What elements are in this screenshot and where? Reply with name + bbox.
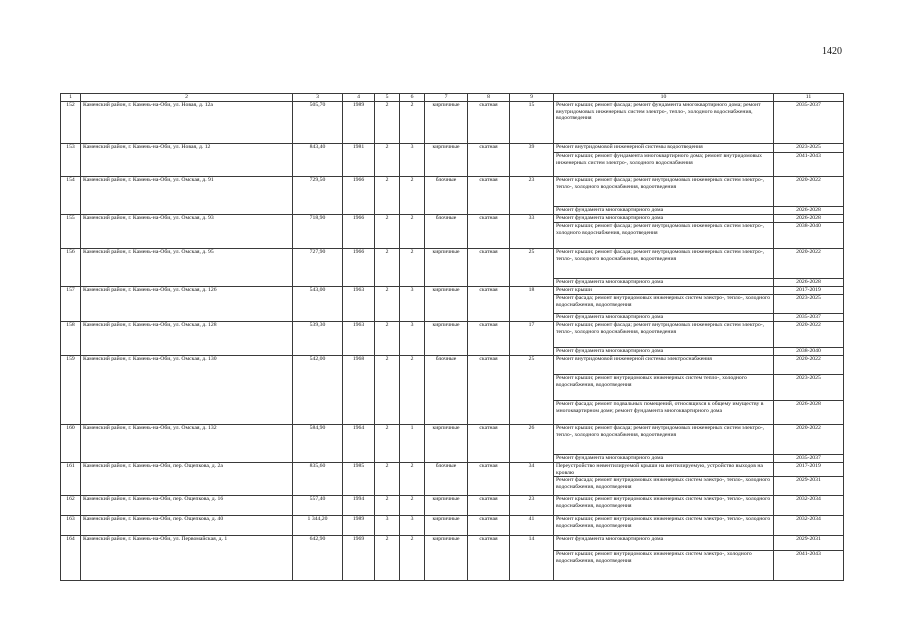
row-number: 164 [61, 536, 81, 581]
period-cell: 2035-2037 [774, 102, 844, 144]
works-cell: Ремонт фундамента многоквартирного дома [554, 215, 774, 223]
works-cell: Переустройство невентилируемой крыши на вентилируемую, устройство выходов на кровлю [554, 463, 774, 477]
works-cell: Ремонт фасада; ремонт подвальных помещений, относящихся к общему имуществу в многоквартирном доме; ремонт фундамента многоквартирного дома [554, 401, 774, 425]
area-cell: 557,40 [293, 496, 343, 516]
roof-type-cell: скатная [468, 496, 510, 516]
table-row [61, 322, 844, 348]
col6-cell: 2 [400, 463, 425, 496]
works-cell: Ремонт фундамента многоквартирного дома [554, 348, 774, 356]
period-cell: 2020-2022 [774, 249, 844, 279]
col5-cell: 2 [375, 322, 400, 356]
row-number: 158 [61, 322, 81, 356]
area-cell: 584,90 [293, 425, 343, 463]
column-header: 4 [343, 94, 375, 102]
area-cell: 835,60 [293, 463, 343, 496]
year-cell: 1981 [343, 144, 375, 177]
column-header: 7 [425, 94, 468, 102]
area-cell: 542,00 [293, 356, 343, 425]
address-cell: Каменский район, г. Камень-на-Оби, ул. Омская, д. 95 [81, 249, 293, 287]
address-cell: Каменский район, г. Камень-на-Оби, пер. Ощепкова, д. 16 [81, 496, 293, 516]
period-cell: 2041-2043 [774, 551, 844, 581]
table-row [61, 425, 844, 455]
area-cell: 718,90 [293, 215, 343, 249]
wall-material-cell: кирпичные [425, 102, 468, 144]
table-row [61, 215, 844, 223]
address-cell: Каменский район, г. Камень-на-Оби, ул. Омская, д. 126 [81, 287, 293, 322]
works-cell: Ремонт крыши; ремонт фасада; ремонт фундамента многоквартирного дома; ремонт внутридомовых инженерных систем электро-, тепло-, холодного водоснабжения, водоотведения [554, 102, 774, 144]
works-cell: Ремонт крыши; ремонт внутридомовых инженерных систем электро-, тепло-, холодного водоснабжения, водоотведения [554, 496, 774, 516]
wall-material-cell: кирпичные [425, 287, 468, 322]
wall-material-cell: кирпичные [425, 536, 468, 581]
row-number: 159 [61, 356, 81, 425]
period-cell: 2035-2037 [774, 314, 844, 322]
period-cell: 2029-2031 [774, 477, 844, 496]
works-cell: Ремонт фундамента многоквартирного дома [554, 314, 774, 322]
period-cell: 2020-2022 [774, 322, 844, 348]
period-cell: 2026-2028 [774, 207, 844, 215]
col5-cell: 2 [375, 536, 400, 581]
area-cell: 729,50 [293, 177, 343, 215]
area-cell: 1 344,20 [293, 516, 343, 536]
table-row [61, 516, 844, 536]
table-row [61, 249, 844, 279]
works-cell: Ремонт фундамента многоквартирного дома [554, 279, 774, 287]
col9-cell: 23 [510, 496, 554, 516]
roof-type-cell: скатная [468, 536, 510, 581]
period-cell: 2023-2025 [774, 144, 844, 153]
row-number: 160 [61, 425, 81, 463]
column-header: 8 [468, 94, 510, 102]
col9-cell: 33 [510, 215, 554, 249]
year-cell: 1968 [343, 356, 375, 425]
wall-material-cell: блочные [425, 177, 468, 215]
col6-cell: 2 [400, 177, 425, 215]
row-number: 155 [61, 215, 81, 249]
wall-material-cell: кирпичные [425, 322, 468, 356]
col5-cell: 2 [375, 144, 400, 177]
row-number: 161 [61, 463, 81, 496]
works-cell: Ремонт фундамента многоквартирного дома [554, 207, 774, 215]
period-cell: 2023-2025 [774, 295, 844, 314]
col6-cell: 2 [400, 249, 425, 287]
period-cell: 2041-2043 [774, 153, 844, 177]
row-number: 152 [61, 102, 81, 144]
col9-cell: 23 [510, 177, 554, 215]
works-cell: Ремонт крыши [554, 287, 774, 295]
col5-cell: 2 [375, 287, 400, 322]
year-cell: 1964 [343, 425, 375, 463]
col9-cell: 34 [510, 463, 554, 496]
period-cell: 2026-2028 [774, 215, 844, 223]
column-number-header-row [61, 94, 844, 102]
col9-cell: 14 [510, 536, 554, 581]
wall-material-cell: кирпичные [425, 496, 468, 516]
col9-cell: 39 [510, 144, 554, 177]
roof-type-cell: скатная [468, 249, 510, 287]
roof-type-cell: скатная [468, 356, 510, 425]
area-cell: 727,90 [293, 249, 343, 287]
row-number: 157 [61, 287, 81, 322]
address-cell: Каменский район, г. Камень-на-Оби, ул. Новая, д. 12а [81, 102, 293, 144]
address-cell: Каменский район, г. Камень-на-Оби, ул. Новая, д. 12 [81, 144, 293, 177]
col6-cell: 3 [400, 516, 425, 536]
roof-type-cell: скатная [468, 287, 510, 322]
roof-type-cell: скатная [468, 425, 510, 463]
address-cell: Каменский район, г. Камень-на-Оби, ул. Омская, д. 91 [81, 177, 293, 215]
row-number: 163 [61, 516, 81, 536]
col6-cell: 2 [400, 496, 425, 516]
col6-cell: 3 [400, 144, 425, 177]
roof-type-cell: скатная [468, 215, 510, 249]
table-row [61, 287, 844, 295]
wall-material-cell: кирпичные [425, 425, 468, 463]
area-cell: 539,30 [293, 322, 343, 356]
year-cell: 1963 [343, 322, 375, 356]
works-cell: Ремонт фасада; ремонт внутридомовых инженерных систем электро-, тепло-, холодного водоснабжения, водоотведения [554, 477, 774, 496]
period-cell: 2020-2022 [774, 356, 844, 375]
col5-cell: 2 [375, 425, 400, 463]
table-row [61, 356, 844, 375]
col9-cell: 25 [510, 249, 554, 287]
col9-cell: 15 [510, 102, 554, 144]
period-cell: 2038-2040 [774, 223, 844, 249]
col6-cell: 1 [400, 425, 425, 463]
address-cell: Каменский район, г. Камень-на-Оби, ул. Омская, д. 93 [81, 215, 293, 249]
period-cell: 2029-2031 [774, 536, 844, 551]
table-body [61, 94, 844, 581]
year-cell: 1966 [343, 177, 375, 215]
works-cell: Ремонт крыши; ремонт внутридомовых инженерных систем тепло-, холодного водоснабжения, водоотведения [554, 375, 774, 401]
column-header: 3 [293, 94, 343, 102]
column-header: 11 [774, 94, 844, 102]
period-cell: 2020-2022 [774, 425, 844, 455]
year-cell: 1994 [343, 496, 375, 516]
period-cell: 2017-2019 [774, 463, 844, 477]
col6-cell: 2 [400, 215, 425, 249]
col5-cell: 2 [375, 215, 400, 249]
area-cell: 505,70 [293, 102, 343, 144]
col6-cell: 3 [400, 287, 425, 322]
year-cell: 1966 [343, 215, 375, 249]
address-cell: Каменский район, г. Камень-на-Оби, ул. Омская, д. 130 [81, 356, 293, 425]
table-row [61, 463, 844, 477]
roof-type-cell: скатная [468, 102, 510, 144]
year-cell: 1963 [343, 287, 375, 322]
works-cell: Ремонт крыши; ремонт фасада; ремонт внутридомовых инженерных систем электро-, холодного водоснабжения, водоотведения [554, 223, 774, 249]
works-cell: Ремонт внутридомовой инженерной системы водоотведения [554, 144, 774, 153]
period-cell: 2026-2028 [774, 401, 844, 425]
col6-cell: 2 [400, 356, 425, 425]
column-header: 6 [400, 94, 425, 102]
roof-type-cell: скатная [468, 322, 510, 356]
table-row [61, 102, 844, 144]
period-cell: 2017-2019 [774, 287, 844, 295]
roof-type-cell: скатная [468, 463, 510, 496]
works-cell: Ремонт фундамента многоквартирного дома [554, 455, 774, 463]
year-cell: 1966 [343, 249, 375, 287]
table-row [61, 496, 844, 516]
period-cell: 2023-2025 [774, 375, 844, 401]
column-header: 1 [61, 94, 81, 102]
address-cell: Каменский район, г. Камень-на-Оби, ул. Омская, д. 132 [81, 425, 293, 463]
year-cell: 1969 [343, 536, 375, 581]
table-row [61, 177, 844, 207]
works-cell: Ремонт внутридомовой инженерной системы электроснабжения [554, 356, 774, 375]
works-cell: Ремонт крыши; ремонт внутридомовых инженерных систем электро-, тепло-, холодного водоснабжения, водоотведения [554, 516, 774, 536]
works-cell: Ремонт крыши; ремонт фундамента многоквартирного дома; ремонт внутридомовых инженерных систем электро-, холодного водоснабжения [554, 153, 774, 177]
table-row [61, 536, 844, 551]
overhaul-register-table [60, 93, 844, 581]
col5-cell: 2 [375, 249, 400, 287]
year-cell: 1989 [343, 516, 375, 536]
roof-type-cell: скатная [468, 177, 510, 215]
period-cell: 2032-2034 [774, 516, 844, 536]
roof-type-cell: скатная [468, 144, 510, 177]
row-number: 156 [61, 249, 81, 287]
wall-material-cell: блочные [425, 215, 468, 249]
year-cell: 1985 [343, 463, 375, 496]
col9-cell: 17 [510, 322, 554, 356]
col9-cell: 41 [510, 516, 554, 536]
address-cell: Каменский район, г. Камень-на-Оби, ул. Первомайская, д. 1 [81, 536, 293, 581]
row-number: 162 [61, 496, 81, 516]
col9-cell: 25 [510, 356, 554, 425]
works-cell: Ремонт крыши; ремонт фасада; ремонт внутридомовых инженерных систем электро-, тепло-, холодного водоснабжения, водоотведения [554, 322, 774, 348]
col9-cell: 18 [510, 287, 554, 322]
table-row [61, 144, 844, 153]
col9-cell: 26 [510, 425, 554, 463]
wall-material-cell: блочные [425, 463, 468, 496]
period-cell: 2020-2022 [774, 177, 844, 207]
column-header: 9 [510, 94, 554, 102]
works-cell: Ремонт крыши; ремонт фасада; ремонт внутридомовых инженерных систем электро-, тепло-, холодного водоснабжения, водоотведения [554, 425, 774, 455]
page-number: 1420 [822, 46, 842, 57]
works-cell: Ремонт крыши; ремонт фасада; ремонт внутридомовых инженерных систем электро-, тепло-, холодного водоснабжения, водоотведения [554, 249, 774, 279]
works-cell: Ремонт фасада; ремонт внутридомовых инженерных систем электро-, тепло-, холодного водоснабжения, водоотведения [554, 295, 774, 314]
col5-cell: 2 [375, 496, 400, 516]
wall-material-cell: кирпичные [425, 516, 468, 536]
period-cell: 2038-2040 [774, 348, 844, 356]
col5-cell: 2 [375, 102, 400, 144]
address-cell: Каменский район, г. Камень-на-Оби, пер. Ощепкова, д. 40 [81, 516, 293, 536]
row-number: 154 [61, 177, 81, 215]
col6-cell: 3 [400, 322, 425, 356]
area-cell: 642,90 [293, 536, 343, 581]
row-number: 153 [61, 144, 81, 177]
address-cell: Каменский район, г. Камень-на-Оби, ул. Омская, д. 128 [81, 322, 293, 356]
col6-cell: 2 [400, 102, 425, 144]
area-cell: 543,00 [293, 287, 343, 322]
col5-cell: 3 [375, 516, 400, 536]
period-cell: 2032-2034 [774, 496, 844, 516]
area-cell: 843,40 [293, 144, 343, 177]
roof-type-cell: скатная [468, 516, 510, 536]
wall-material-cell: блочные [425, 356, 468, 425]
wall-material-cell: кирпичные [425, 144, 468, 177]
column-header: 5 [375, 94, 400, 102]
wall-material-cell: кирпичные [425, 249, 468, 287]
col5-cell: 2 [375, 177, 400, 215]
col5-cell: 2 [375, 356, 400, 425]
address-cell: Каменский район, г. Камень-на-Оби, пер. Ощепкова, д. 2а [81, 463, 293, 496]
period-cell: 2026-2028 [774, 279, 844, 287]
col5-cell: 2 [375, 463, 400, 496]
column-header: 10 [554, 94, 774, 102]
works-cell: Ремонт крыши; ремонт фасада; ремонт внутридомовых инженерных систем электро-, тепло-, холодного водоснабжения, водоотведения [554, 177, 774, 207]
year-cell: 1989 [343, 102, 375, 144]
col6-cell: 2 [400, 536, 425, 581]
works-cell: Ремонт крыши; ремонт внутридомовых инженерных систем электро-, холодного водоснабжения, водоотведения [554, 551, 774, 581]
works-cell: Ремонт фундамента многоквартирного дома [554, 536, 774, 551]
period-cell: 2035-2037 [774, 455, 844, 463]
column-header: 2 [81, 94, 293, 102]
